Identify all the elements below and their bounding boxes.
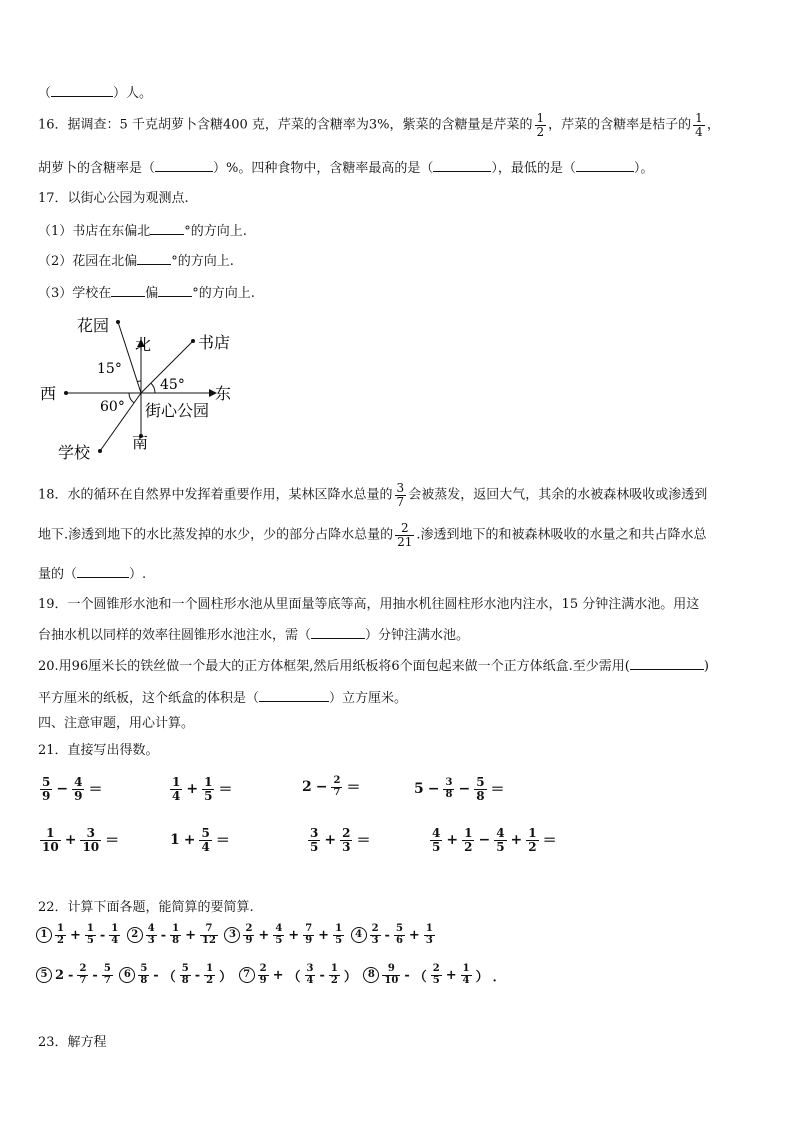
answer-blank[interactable]	[576, 159, 634, 172]
answer-blank[interactable]	[77, 565, 129, 578]
q15-tail: （ ）人。	[38, 86, 153, 101]
q21-expr-8: $\frac{4}{5}$ + $\frac{1}{2}$ − $\frac{4}{5}$ + $\frac{1}{2}$ ＝	[432, 826, 557, 854]
circled-number: 6	[119, 967, 135, 983]
garden-dot	[116, 320, 120, 324]
garden-label: 花园	[77, 316, 110, 335]
circled-number: 5	[36, 967, 52, 983]
q21-title: 21．直接写出得数。	[38, 743, 159, 758]
answer-blank[interactable]	[137, 252, 171, 265]
q21-expr-1: $\frac{5}{9}$ − $\frac{4}{9}$ ＝	[42, 775, 103, 803]
q19-line1: 19．一个圆锥形水池和一个圆柱形水池从里面量等底等高，用抽水机往圆柱形水池内注水，15 分钟注满水池。用这	[38, 597, 700, 612]
fraction: $\frac{1}{2}$	[536, 111, 545, 139]
arc-15	[137, 381, 141, 382]
compass-diagram	[38, 308, 258, 468]
circled-number: 8	[363, 967, 379, 983]
angle-15-label: 15°	[97, 361, 122, 377]
fraction: $\frac{3}{7}$	[396, 481, 405, 509]
q21-expr-4: 5 − $\frac{3}{8}$ − $\frac{5}{8}$ ＝	[414, 775, 505, 803]
circled-number: 4	[351, 927, 367, 943]
answer-blank[interactable]	[630, 657, 704, 670]
q21-expr-6: 1 + $\frac{5}{4}$ ＝	[170, 826, 230, 854]
q21-expr-2: $\frac{1}{4}$ + $\frac{1}{5}$ ＝	[172, 775, 233, 803]
answer-blank[interactable]	[150, 222, 184, 235]
answer-blank[interactable]	[311, 626, 365, 639]
arc-60	[129, 393, 134, 403]
circled-number: 1	[36, 927, 52, 943]
north-label: 北	[135, 335, 152, 354]
q19-line2: 台抽水机以同样的效率往圆锥形水池注水，需（ ）分钟注满水池。	[38, 628, 470, 643]
q18-line3: 量的（ ）.	[38, 567, 147, 582]
q20-line2: 平方厘米的纸板，这个纸盒的体积是（ ）立方厘米。	[38, 691, 408, 706]
answer-blank[interactable]	[51, 84, 113, 97]
q18-line2: 地下.渗透到地下的水比蒸发掉的水少，少的部分占降水总量的 $\frac{2}{21}$ .渗透到地下的和被森林吸收的水量之和共占降水总	[38, 521, 707, 549]
q17-sub1: （1）书店在东偏北 °的方向上.	[38, 224, 247, 239]
angle-60-label: 60°	[100, 399, 125, 415]
answer-blank[interactable]	[259, 689, 329, 702]
center-label: 街心公园	[145, 401, 210, 420]
bookstore-label: 书店	[198, 333, 231, 352]
q17-title: 17．以街心公园为观测点.	[38, 191, 189, 206]
arc-45	[151, 383, 155, 393]
west-dot	[64, 391, 68, 395]
q21-expr-7: $\frac{3}{5}$ + $\frac{2}{3}$ ＝	[310, 826, 371, 854]
angle-45-label: 45°	[160, 377, 185, 393]
q16-line2: 胡萝卜的含糖率是（ ）%。四种食物中，含糖率最高的是（ ），最低的是（ ）。	[38, 161, 654, 176]
circled-number: 2	[127, 927, 143, 943]
q21-expr-5: $\frac{1}{10}$ + $\frac{3}{10}$ ＝	[42, 826, 120, 854]
school-dot	[98, 449, 102, 453]
answer-blank[interactable]	[158, 284, 192, 297]
fraction: $\frac{1}{4}$	[695, 111, 703, 139]
east-label: 东	[215, 384, 232, 403]
q17-sub2: （2）花园在北偏 °的方向上.	[38, 254, 234, 269]
bookstore-dot	[191, 339, 195, 343]
circled-number: 3	[224, 927, 240, 943]
q22-row2: 5 2 - $\frac{2}{7}$ - $\frac{5}{7}$ 6 $\frac{5}{8}$ - （ $\frac{5}{8}$ - $\frac{1}{2}$ ） 7 $\frac{2}{9}$ + （ $\frac{3}{4}$ - $\frac{1}{2}$ ） 8 $\frac{9}{10}$ - （ $\frac{2}{5}$ + $\frac{1}{4}$ ） ．	[36, 964, 508, 986]
answer-blank[interactable]	[111, 284, 145, 297]
answer-blank[interactable]	[433, 159, 491, 172]
section-heading: 四、注意审题，用心计算。	[38, 716, 195, 731]
garden-ray	[118, 322, 141, 393]
south-label: 南	[132, 433, 149, 452]
q21-expr-3: 2 − $\frac{2}{7}$ ＝	[302, 775, 361, 798]
west-label: 西	[40, 384, 57, 403]
answer-blank[interactable]	[155, 159, 213, 172]
q20-line1: 20.用96厘米长的铁丝做一个最大的正方体框架,然后用纸板将6个面包起来做一个正方体纸盒.至少需用( )	[38, 659, 709, 674]
q23-title: 23．解方程	[38, 1035, 107, 1050]
q18-line1: 18．水的循环在自然界中发挥着重要作用，某林区降水总量的 $\frac{3}{7}$ 会被蒸发，返回大气，其余的水被森林吸收或渗透到	[38, 481, 708, 509]
q16-line1: 16．据调查：5 千克胡萝卜含糖400 克，芹菜的含糖率为3%，紫菜的含糖量是芹菜的 $\frac{1}{2}$ ，芹菜的含糖率是桔子的 $\frac{1}{4}$ ，	[38, 111, 720, 139]
q22-row1: 1 $\frac{1}{2}$ + $\frac{1}{5}$ - $\frac{1}{4}$ 2 $\frac{4}{3}$ - $\frac{1}{8}$ + $\frac{7}{12}$ 3 $\frac{2}{9}$ + $\frac{4}{5}$ + $\frac{7}{9}$ + $\frac{1}{5}$ 4 $\frac{2}{3}$ - $\frac{5}{6}$ + $\frac{1}{3}$	[36, 924, 437, 946]
q22-title: 22．计算下面各题，能简算的要简算.	[38, 900, 254, 915]
school-label: 学校	[58, 443, 91, 462]
q17-sub3: （3）学校在 偏 °的方向上.	[38, 286, 255, 301]
fraction: $\frac{2}{21}$	[397, 521, 413, 549]
circled-number: 7	[239, 967, 255, 983]
